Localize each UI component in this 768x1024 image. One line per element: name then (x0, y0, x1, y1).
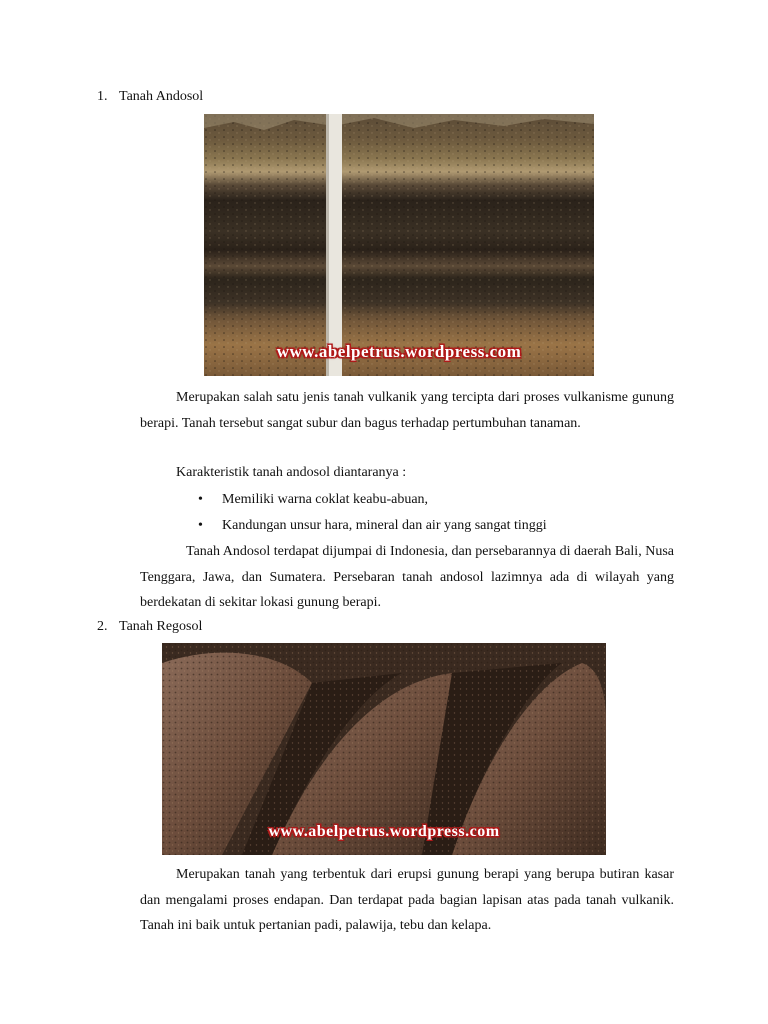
regosol-watermark: www.abelpetrus.wordpress.com (268, 823, 500, 840)
section-1-title: Tanah Andosol (119, 89, 204, 104)
soil-profile-illustration (204, 114, 594, 376)
bullet-dot-icon: • (198, 492, 203, 507)
andosol-description: Merupakan salah satu jenis tanah vulkanik yang tercipta dari proses vulkanisme gunung berapi. Tanah tersebut sangat subur dan bagus terhadap pertumbuhan tanaman. (140, 390, 674, 431)
regosol-description: Merupakan tanah yang terbentuk dari erupsi gunung berapi yang berupa butiran kasar dan mengalami proses endapan. Dan terdapat pada bagian lapisan atas pada tanah vulkanik. Tanah ini baik untuk pertanian padi, palawija, tebu dan kelapa. (140, 867, 674, 933)
section-1-number: 1. (97, 89, 108, 104)
section-1-heading (97, 88, 203, 106)
andosol-characteristics-intro: Karakteristik tanah andosol diantaranya : (176, 465, 407, 480)
bullet-text: Memiliki warna coklat keabu-abuan, (222, 492, 429, 507)
andosol-soil-image (204, 114, 594, 376)
section-2-heading (97, 618, 202, 636)
bullet-text: Kandungan unsur hara, mineral dan air yang sangat tinggi (222, 518, 547, 533)
section-2-title: Tanah Regosol (119, 619, 203, 634)
regosol-soil-image (162, 643, 606, 855)
section-2-number: 2. (97, 619, 108, 634)
andosol-distribution: Tanah Andosol terdapat dijumpai di Indonesia, dan persebarannya di daerah Bali, Nusa Tenggara, Jawa, dan Sumatera. Persebaran tanah andosol lazimnya ada di wilayah yang berdekatan di sekitar lokasi gunung berapi. (140, 544, 674, 610)
bullet-dot-icon: • (198, 518, 203, 533)
andosol-watermark: www.abelpetrus.wordpress.com (276, 342, 522, 361)
bullet-item (198, 491, 428, 509)
bullet-item (198, 517, 547, 535)
